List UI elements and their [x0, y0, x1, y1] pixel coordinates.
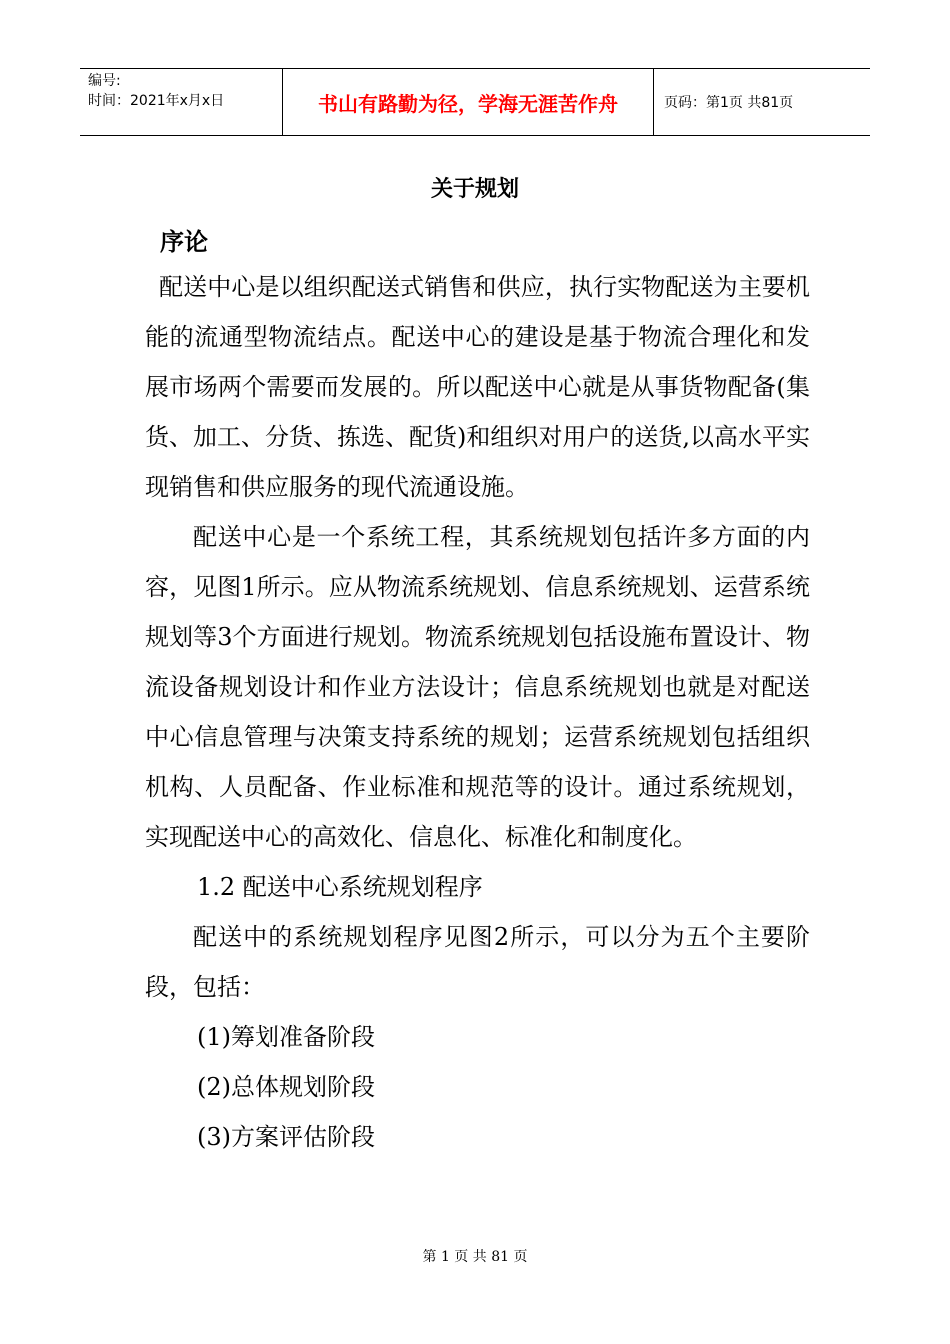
list-item: (3)方案评估阶段 — [197, 1123, 375, 1151]
time-label: 时间：2021年x月x日 — [88, 93, 225, 109]
paragraph-intro: 配送中心是以组织配送式销售和供应，执行实物配送为主要机能的流通型物流结点。配送中心的建设是基于物流合理化和发展市场两个需要而发展的。所以配送中心就是从事货物配备(集货、加工、分货、拣选、配货)和组织对用户的送货,以高水平实现销售和供应服务的现代流通设施。 — [145, 273, 810, 501]
list-item: (2)总体规划阶段 — [197, 1073, 375, 1101]
header-page-info: 页码：第1页 共81页 — [664, 95, 794, 111]
list-item: (1)筹划准备阶段 — [197, 1023, 375, 1051]
section-title: 序论 — [160, 228, 208, 256]
document-body — [145, 262, 810, 1162]
paragraph-system: 配送中心是一个系统工程，其系统规划包括许多方面的内容，见图1所示。应从物流系统规划、信息系统规划、运营系统规划等3个方面进行规划。物流系统规划包括设施布置设计、物流设备规划设计和作业方法设计；信息系统规划也就是对配送中心信息管理与决策支持系统的规划；运营系统规划包括组织机构、人员配备、作业标准和规范等的设计。通过系统规划，实现配送中心的高效化、信息化、标准化和制度化。 — [145, 523, 810, 851]
header-motto: 书山有路勤为径，学海无涯苦作舟 — [283, 69, 654, 135]
header-meta — [80, 69, 283, 135]
document-header — [80, 68, 870, 136]
page-footer: 第 1 页 共 81 页 — [422, 1249, 528, 1265]
document-title: 关于规划 — [430, 177, 519, 202]
paragraph-procedure: 配送中的系统规划程序见图2所示，可以分为五个主要阶段，包括： — [145, 923, 810, 1001]
subheading: 1.2 配送中心系统规划程序 — [197, 873, 483, 901]
number-label: 编号: — [88, 73, 121, 89]
